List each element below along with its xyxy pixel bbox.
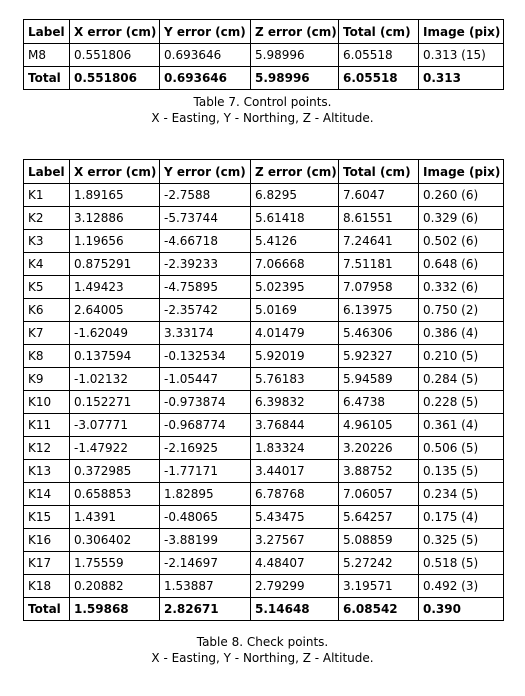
- table-cell: 0.313 (15): [419, 44, 504, 67]
- table-cell: 4.01479: [251, 322, 339, 345]
- table-cell: -0.48065: [160, 506, 251, 529]
- table-cell: K10: [24, 391, 70, 414]
- table-cell: 6.39832: [251, 391, 339, 414]
- column-header: Total (cm): [339, 20, 419, 44]
- column-header: Label: [24, 160, 70, 184]
- table-cell: K15: [24, 506, 70, 529]
- total-cell: Total: [24, 598, 70, 621]
- table-cell: 0.492 (3): [419, 575, 504, 598]
- table-cell: 5.94589: [339, 368, 419, 391]
- table-cell: 1.19656: [70, 230, 160, 253]
- table-cell: 3.27567: [251, 529, 339, 552]
- table-cell: K17: [24, 552, 70, 575]
- caption-subtitle: X - Easting, Y - Northing, Z - Altitude.: [151, 651, 374, 665]
- table-cell: -1.47922: [70, 437, 160, 460]
- table-cell: 1.53887: [160, 575, 251, 598]
- total-cell: 1.59868: [70, 598, 160, 621]
- table-cell: K6: [24, 299, 70, 322]
- table-cell: -1.62049: [70, 322, 160, 345]
- table-row: [24, 276, 504, 299]
- table-cell: -0.968774: [160, 414, 251, 437]
- caption-subtitle: X - Easting, Y - Northing, Z - Altitude.: [151, 111, 374, 125]
- table-cell: 6.05518: [339, 44, 419, 67]
- table-cell: -4.66718: [160, 230, 251, 253]
- table-cell: 6.4738: [339, 391, 419, 414]
- total-row: [24, 67, 504, 90]
- table-cell: 3.88752: [339, 460, 419, 483]
- table-cell: 0.506 (5): [419, 437, 504, 460]
- total-cell: 0.390: [419, 598, 504, 621]
- table-cell: 0.137594: [70, 345, 160, 368]
- table-cell: 5.98996: [251, 44, 339, 67]
- table-cell: 0.260 (6): [419, 184, 504, 207]
- table-cell: 0.332 (6): [419, 276, 504, 299]
- table-cell: 3.33174: [160, 322, 251, 345]
- column-header: Y error (cm): [160, 20, 251, 44]
- table-cell: 5.08859: [339, 529, 419, 552]
- column-header: Z error (cm): [251, 20, 339, 44]
- table-cell: 0.175 (4): [419, 506, 504, 529]
- table-body: [24, 184, 504, 621]
- table-row: [24, 230, 504, 253]
- table-cell: 1.4391: [70, 506, 160, 529]
- table-cell: K7: [24, 322, 70, 345]
- table-cell: 5.92327: [339, 345, 419, 368]
- total-cell: 0.313: [419, 67, 504, 90]
- table-cell: 5.92019: [251, 345, 339, 368]
- table-cell: K5: [24, 276, 70, 299]
- table-cell: K16: [24, 529, 70, 552]
- column-header: X error (cm): [70, 160, 160, 184]
- table-row: [24, 184, 504, 207]
- table-cell: K9: [24, 368, 70, 391]
- table-cell: 3.19571: [339, 575, 419, 598]
- table-7-caption: [0, 94, 525, 126]
- table-cell: 5.4126: [251, 230, 339, 253]
- table-cell: -0.132534: [160, 345, 251, 368]
- table-row: [24, 44, 504, 67]
- table-cell: -3.07771: [70, 414, 160, 437]
- table-cell: 1.89165: [70, 184, 160, 207]
- caption-title: Table 8. Check points.: [196, 635, 329, 649]
- table-cell: 4.96105: [339, 414, 419, 437]
- table-cell: 0.152271: [70, 391, 160, 414]
- table-cell: K4: [24, 253, 70, 276]
- table-cell: -2.35742: [160, 299, 251, 322]
- table-row: [24, 299, 504, 322]
- table-row: [24, 506, 504, 529]
- table-row: [24, 460, 504, 483]
- table-8-caption: [0, 634, 525, 666]
- table-row: [24, 414, 504, 437]
- table-cell: 5.64257: [339, 506, 419, 529]
- table-cell: 1.75559: [70, 552, 160, 575]
- table-cell: 7.07958: [339, 276, 419, 299]
- table-row: [24, 575, 504, 598]
- table-cell: 0.551806: [70, 44, 160, 67]
- table-header-row: [24, 20, 504, 44]
- table-cell: 0.361 (4): [419, 414, 504, 437]
- table-cell: 6.78768: [251, 483, 339, 506]
- table-cell: 8.61551: [339, 207, 419, 230]
- table-cell: 7.06668: [251, 253, 339, 276]
- table-cell: 5.43475: [251, 506, 339, 529]
- table-cell: 0.228 (5): [419, 391, 504, 414]
- total-cell: 6.08542: [339, 598, 419, 621]
- table-row: [24, 437, 504, 460]
- column-header: Image (pix): [419, 20, 504, 44]
- table-cell: K14: [24, 483, 70, 506]
- total-cell: 5.98996: [251, 67, 339, 90]
- table-cell: 0.502 (6): [419, 230, 504, 253]
- table-cell: 7.06057: [339, 483, 419, 506]
- table-cell: K18: [24, 575, 70, 598]
- table-cell: 0.306402: [70, 529, 160, 552]
- table-cell: 5.46306: [339, 322, 419, 345]
- table-cell: 0.518 (5): [419, 552, 504, 575]
- table-cell: 3.12886: [70, 207, 160, 230]
- table-row: [24, 207, 504, 230]
- total-cell: 5.14648: [251, 598, 339, 621]
- table-cell: -0.973874: [160, 391, 251, 414]
- table-cell: 5.76183: [251, 368, 339, 391]
- table-cell: M8: [24, 44, 70, 67]
- table-cell: -5.73744: [160, 207, 251, 230]
- table-row: [24, 529, 504, 552]
- table-cell: K3: [24, 230, 70, 253]
- table-cell: 0.210 (5): [419, 345, 504, 368]
- table-cell: 6.13975: [339, 299, 419, 322]
- table-cell: 5.02395: [251, 276, 339, 299]
- table-cell: 1.83324: [251, 437, 339, 460]
- table-cell: K1: [24, 184, 70, 207]
- table-row: [24, 483, 504, 506]
- table-cell: -2.7588: [160, 184, 251, 207]
- table-cell: 6.8295: [251, 184, 339, 207]
- total-cell: 0.551806: [70, 67, 160, 90]
- table-cell: K13: [24, 460, 70, 483]
- table-cell: 0.234 (5): [419, 483, 504, 506]
- table-cell: 0.329 (6): [419, 207, 504, 230]
- table-cell: 2.79299: [251, 575, 339, 598]
- table-cell: 7.51181: [339, 253, 419, 276]
- table-cell: -3.88199: [160, 529, 251, 552]
- table-cell: 0.648 (6): [419, 253, 504, 276]
- table-cell: 0.386 (4): [419, 322, 504, 345]
- table-cell: 3.20226: [339, 437, 419, 460]
- table-cell: 3.76844: [251, 414, 339, 437]
- table-cell: 0.135 (5): [419, 460, 504, 483]
- table-row: [24, 345, 504, 368]
- table-cell: 0.693646: [160, 44, 251, 67]
- table-cell: -4.75895: [160, 276, 251, 299]
- table-cell: 0.325 (5): [419, 529, 504, 552]
- table-cell: K11: [24, 414, 70, 437]
- table-cell: 5.27242: [339, 552, 419, 575]
- table-cell: 0.875291: [70, 253, 160, 276]
- column-header: Z error (cm): [251, 160, 339, 184]
- table-cell: -2.39233: [160, 253, 251, 276]
- table-cell: K8: [24, 345, 70, 368]
- table-cell: 1.82895: [160, 483, 251, 506]
- total-cell: 0.693646: [160, 67, 251, 90]
- column-header: Total (cm): [339, 160, 419, 184]
- table-header-row: [24, 160, 504, 184]
- table-cell: -1.05447: [160, 368, 251, 391]
- check-points-table: [23, 159, 504, 621]
- table-cell: 0.658853: [70, 483, 160, 506]
- table-cell: 2.64005: [70, 299, 160, 322]
- table-cell: -2.14697: [160, 552, 251, 575]
- table-cell: 5.61418: [251, 207, 339, 230]
- table-cell: -1.02132: [70, 368, 160, 391]
- table-cell: 0.20882: [70, 575, 160, 598]
- table-cell: K2: [24, 207, 70, 230]
- caption-title: Table 7. Control points.: [193, 95, 332, 109]
- column-header: Label: [24, 20, 70, 44]
- table-cell: 7.6047: [339, 184, 419, 207]
- table-row: [24, 391, 504, 414]
- table-cell: 0.372985: [70, 460, 160, 483]
- total-cell: Total: [24, 67, 70, 90]
- table-row: [24, 368, 504, 391]
- table-cell: 4.48407: [251, 552, 339, 575]
- total-cell: 6.05518: [339, 67, 419, 90]
- total-row: [24, 598, 504, 621]
- table-row: [24, 253, 504, 276]
- column-header: Y error (cm): [160, 160, 251, 184]
- table-row: [24, 552, 504, 575]
- table-cell: -2.16925: [160, 437, 251, 460]
- control-points-table: [23, 19, 504, 90]
- table-cell: 3.44017: [251, 460, 339, 483]
- table-cell: 1.49423: [70, 276, 160, 299]
- table-cell: -1.77171: [160, 460, 251, 483]
- table-cell: K12: [24, 437, 70, 460]
- column-header: Image (pix): [419, 160, 504, 184]
- total-cell: 2.82671: [160, 598, 251, 621]
- table-row: [24, 322, 504, 345]
- table-cell: 5.0169: [251, 299, 339, 322]
- column-header: X error (cm): [70, 20, 160, 44]
- table-cell: 0.750 (2): [419, 299, 504, 322]
- table-cell: 7.24641: [339, 230, 419, 253]
- table-body: [24, 44, 504, 90]
- table-cell: 0.284 (5): [419, 368, 504, 391]
